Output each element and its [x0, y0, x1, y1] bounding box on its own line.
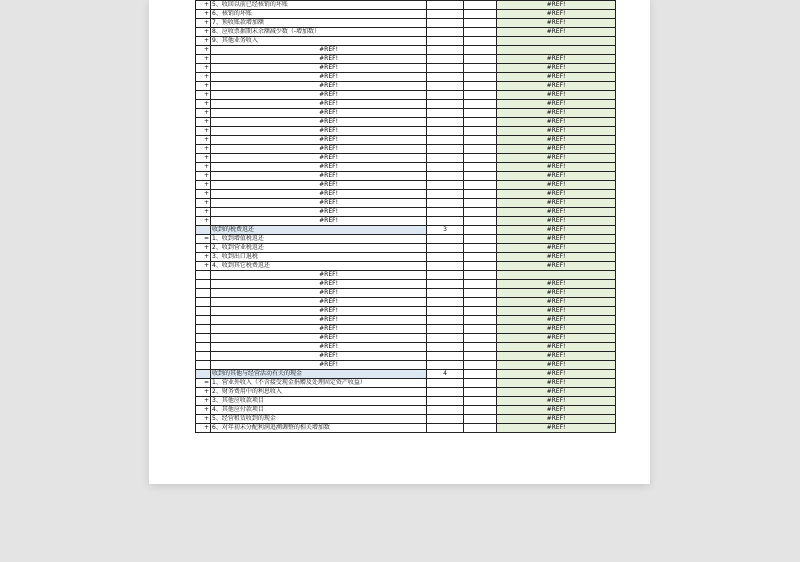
note-number-cell[interactable]	[427, 244, 464, 253]
amount-cell[interactable]: #REF!	[497, 181, 616, 190]
item-label-cell[interactable]: #REF!	[211, 154, 427, 163]
blank-cell[interactable]	[464, 46, 497, 55]
operator-cell[interactable]	[196, 316, 211, 325]
note-number-cell[interactable]	[427, 190, 464, 199]
blank-cell[interactable]	[464, 109, 497, 118]
operator-cell[interactable]: +	[196, 406, 211, 415]
amount-cell[interactable]: #REF!	[497, 73, 616, 82]
operator-cell[interactable]: +	[196, 91, 211, 100]
operator-cell[interactable]: +	[196, 208, 211, 217]
item-label-cell[interactable]: #REF!	[211, 163, 427, 172]
amount-cell[interactable]: #REF!	[497, 406, 616, 415]
amount-cell[interactable]: #REF!	[497, 82, 616, 91]
blank-cell[interactable]	[464, 379, 497, 388]
item-label-cell[interactable]: #REF!	[211, 316, 427, 325]
amount-cell[interactable]	[497, 271, 616, 280]
operator-cell[interactable]: +	[196, 424, 211, 433]
operator-cell[interactable]	[196, 370, 211, 379]
table-row	[196, 136, 616, 145]
table-row	[196, 208, 616, 217]
note-number-cell[interactable]	[427, 199, 464, 208]
operator-cell[interactable]	[196, 343, 211, 352]
item-label-cell[interactable]: #REF!	[211, 82, 427, 91]
blank-cell[interactable]	[464, 82, 497, 91]
spreadsheet-table	[195, 0, 616, 433]
amount-cell[interactable]: #REF!	[497, 55, 616, 64]
note-number-cell[interactable]	[427, 397, 464, 406]
blank-cell[interactable]	[464, 388, 497, 397]
note-number-cell[interactable]	[427, 343, 464, 352]
amount-cell[interactable]: #REF!	[497, 118, 616, 127]
blank-cell[interactable]	[464, 253, 497, 262]
note-number-cell[interactable]: 3	[427, 226, 464, 235]
item-label-cell[interactable]: #REF!	[211, 325, 427, 334]
blank-cell[interactable]	[464, 244, 497, 253]
note-number-cell[interactable]: 4	[427, 370, 464, 379]
table-row	[196, 73, 616, 82]
operator-cell[interactable]: +	[196, 388, 211, 397]
table-row	[196, 289, 616, 298]
table-row	[196, 406, 616, 415]
note-number-cell[interactable]	[427, 136, 464, 145]
blank-cell[interactable]	[464, 316, 497, 325]
note-number-cell[interactable]	[427, 253, 464, 262]
operator-cell[interactable]: +	[196, 262, 211, 271]
amount-cell[interactable]: #REF!	[497, 298, 616, 307]
amount-cell[interactable]: #REF!	[497, 388, 616, 397]
item-label-cell[interactable]: #REF!	[211, 271, 427, 280]
blank-cell[interactable]	[464, 181, 497, 190]
note-number-cell[interactable]	[427, 424, 464, 433]
amount-cell[interactable]: #REF!	[497, 100, 616, 109]
note-number-cell[interactable]	[427, 379, 464, 388]
item-label-cell[interactable]: #REF!	[211, 145, 427, 154]
operator-cell[interactable]: +	[196, 10, 211, 19]
amount-cell[interactable]: #REF!	[497, 325, 616, 334]
item-label-cell[interactable]: #REF!	[211, 307, 427, 316]
blank-cell[interactable]	[464, 172, 497, 181]
item-label-cell[interactable]: 5、经营租赁收到的现金	[211, 415, 427, 424]
item-label-cell[interactable]: #REF!	[211, 64, 427, 73]
amount-cell[interactable]: #REF!	[497, 235, 616, 244]
item-label-cell[interactable]: #REF!	[211, 55, 427, 64]
note-number-cell[interactable]	[427, 235, 464, 244]
amount-cell[interactable]: #REF!	[497, 1, 616, 10]
item-label-cell[interactable]: #REF!	[211, 100, 427, 109]
table-row	[196, 280, 616, 289]
amount-cell[interactable]: #REF!	[497, 280, 616, 289]
operator-cell[interactable]: +	[196, 244, 211, 253]
note-number-cell[interactable]	[427, 19, 464, 28]
table-row	[196, 145, 616, 154]
operator-cell[interactable]: +	[196, 397, 211, 406]
operator-cell[interactable]: +	[196, 118, 211, 127]
blank-cell[interactable]	[464, 100, 497, 109]
note-number-cell[interactable]	[427, 28, 464, 37]
amount-cell[interactable]: #REF!	[497, 91, 616, 100]
amount-cell[interactable]	[497, 46, 616, 55]
operator-cell[interactable]: =	[196, 235, 211, 244]
operator-cell[interactable]: +	[196, 127, 211, 136]
blank-cell[interactable]	[464, 136, 497, 145]
table-row	[196, 334, 616, 343]
table-row	[196, 163, 616, 172]
table-row	[196, 217, 616, 226]
note-number-cell[interactable]	[427, 109, 464, 118]
note-number-cell[interactable]	[427, 118, 464, 127]
amount-cell[interactable]: #REF!	[497, 244, 616, 253]
table-row	[196, 325, 616, 334]
blank-cell[interactable]	[464, 19, 497, 28]
item-label-cell[interactable]: #REF!	[211, 73, 427, 82]
blank-cell[interactable]	[464, 271, 497, 280]
table-row	[196, 190, 616, 199]
blank-cell[interactable]	[464, 217, 497, 226]
section-header-row	[196, 226, 616, 235]
operator-cell[interactable]: +	[196, 172, 211, 181]
note-number-cell[interactable]	[427, 163, 464, 172]
amount-cell[interactable]: #REF!	[497, 370, 616, 379]
table-row	[196, 100, 616, 109]
amount-cell[interactable]: #REF!	[497, 343, 616, 352]
note-number-cell[interactable]	[427, 37, 464, 46]
blank-cell[interactable]	[464, 289, 497, 298]
note-number-cell[interactable]	[427, 334, 464, 343]
operator-cell[interactable]	[196, 271, 211, 280]
amount-cell[interactable]: #REF!	[497, 226, 616, 235]
item-label-cell[interactable]: #REF!	[211, 361, 427, 370]
operator-cell[interactable]: +	[196, 145, 211, 154]
amount-cell[interactable]: #REF!	[497, 28, 616, 37]
amount-cell[interactable]: #REF!	[497, 163, 616, 172]
table-row	[196, 172, 616, 181]
note-number-cell[interactable]	[427, 361, 464, 370]
table-row	[196, 361, 616, 370]
table-row	[196, 235, 616, 244]
blank-cell[interactable]	[464, 424, 497, 433]
item-label-cell[interactable]: #REF!	[211, 172, 427, 181]
item-label-cell[interactable]: #REF!	[211, 352, 427, 361]
amount-cell[interactable]: #REF!	[497, 307, 616, 316]
note-number-cell[interactable]	[427, 352, 464, 361]
item-label-cell[interactable]: #REF!	[211, 109, 427, 118]
note-number-cell[interactable]	[427, 415, 464, 424]
operator-cell[interactable]: +	[196, 199, 211, 208]
amount-cell[interactable]: #REF!	[497, 289, 616, 298]
blank-cell[interactable]	[464, 127, 497, 136]
operator-cell[interactable]: +	[196, 253, 211, 262]
table-row	[196, 82, 616, 91]
blank-cell[interactable]	[464, 406, 497, 415]
item-label-cell[interactable]: 2、收到营业税返还	[211, 244, 427, 253]
amount-cell[interactable]: #REF!	[497, 379, 616, 388]
operator-cell[interactable]: +	[196, 100, 211, 109]
table-row	[196, 343, 616, 352]
operator-cell[interactable]	[196, 226, 211, 235]
amount-cell[interactable]: #REF!	[497, 208, 616, 217]
operator-cell[interactable]: +	[196, 82, 211, 91]
note-number-cell[interactable]	[427, 280, 464, 289]
operator-cell[interactable]: +	[196, 19, 211, 28]
item-label-cell[interactable]: 收到的税费返还	[211, 226, 427, 235]
operator-cell[interactable]: +	[196, 28, 211, 37]
table-row	[196, 28, 616, 37]
item-label-cell[interactable]: #REF!	[211, 181, 427, 190]
amount-cell[interactable]: #REF!	[497, 217, 616, 226]
table-row	[196, 244, 616, 253]
note-number-cell[interactable]	[427, 55, 464, 64]
operator-cell[interactable]	[196, 334, 211, 343]
blank-cell[interactable]	[464, 1, 497, 10]
table-row	[196, 379, 616, 388]
operator-cell[interactable]: +	[196, 136, 211, 145]
operator-cell[interactable]: +	[196, 415, 211, 424]
blank-cell[interactable]	[464, 163, 497, 172]
table-row	[196, 352, 616, 361]
amount-cell[interactable]: #REF!	[497, 415, 616, 424]
note-number-cell[interactable]	[427, 271, 464, 280]
amount-cell[interactable]: #REF!	[497, 136, 616, 145]
item-label-cell[interactable]: #REF!	[211, 289, 427, 298]
operator-cell[interactable]: +	[196, 73, 211, 82]
item-label-cell[interactable]: 8、应收票据期末余额减少数（-增加数）	[211, 28, 427, 37]
table-row	[196, 19, 616, 28]
item-label-cell[interactable]: #REF!	[211, 280, 427, 289]
item-label-cell[interactable]: #REF!	[211, 91, 427, 100]
note-number-cell[interactable]	[427, 64, 464, 73]
table-row	[196, 37, 616, 46]
amount-cell[interactable]: #REF!	[497, 397, 616, 406]
blank-cell[interactable]	[464, 208, 497, 217]
item-label-cell[interactable]: 4、其他应付款项目	[211, 406, 427, 415]
item-label-cell[interactable]: #REF!	[211, 46, 427, 55]
table-row	[196, 10, 616, 19]
blank-cell[interactable]	[464, 118, 497, 127]
table-row	[196, 55, 616, 64]
table-row	[196, 253, 616, 262]
amount-cell[interactable]: #REF!	[497, 253, 616, 262]
blank-cell[interactable]	[464, 370, 497, 379]
table-row	[196, 388, 616, 397]
blank-cell[interactable]	[464, 352, 497, 361]
note-number-cell[interactable]	[427, 154, 464, 163]
item-label-cell[interactable]: 9、其他业务收入	[211, 37, 427, 46]
table-row	[196, 307, 616, 316]
blank-cell[interactable]	[464, 262, 497, 271]
amount-cell[interactable]: #REF!	[497, 190, 616, 199]
note-number-cell[interactable]	[427, 73, 464, 82]
table-row	[196, 415, 616, 424]
operator-cell[interactable]: +	[196, 190, 211, 199]
blank-cell[interactable]	[464, 145, 497, 154]
item-label-cell[interactable]: 6、对年初未分配利润追溯调整的相关增加数	[211, 424, 427, 433]
operator-cell[interactable]: +	[196, 46, 211, 55]
item-label-cell[interactable]: #REF!	[211, 199, 427, 208]
blank-cell[interactable]	[464, 199, 497, 208]
amount-cell[interactable]: #REF!	[497, 334, 616, 343]
note-number-cell[interactable]	[427, 172, 464, 181]
note-number-cell[interactable]	[427, 91, 464, 100]
note-number-cell[interactable]	[427, 217, 464, 226]
blank-cell[interactable]	[464, 64, 497, 73]
note-number-cell[interactable]	[427, 46, 464, 55]
operator-cell[interactable]: +	[196, 217, 211, 226]
table-row	[196, 316, 616, 325]
blank-cell[interactable]	[464, 415, 497, 424]
operator-cell[interactable]: +	[196, 1, 211, 10]
operator-cell[interactable]: +	[196, 181, 211, 190]
item-label-cell[interactable]: 5、收回以前已经核销的坏账	[211, 1, 427, 10]
note-number-cell[interactable]	[427, 10, 464, 19]
amount-cell[interactable]: #REF!	[497, 199, 616, 208]
table-row	[196, 46, 616, 55]
item-label-cell[interactable]: #REF!	[211, 334, 427, 343]
blank-cell[interactable]	[464, 361, 497, 370]
amount-cell[interactable]: #REF!	[497, 127, 616, 136]
blank-cell[interactable]	[464, 280, 497, 289]
table-row	[196, 154, 616, 163]
note-number-cell[interactable]	[427, 1, 464, 10]
note-number-cell[interactable]	[427, 82, 464, 91]
item-label-cell[interactable]: 2、财务费用中的利息收入	[211, 388, 427, 397]
amount-cell[interactable]: #REF!	[497, 19, 616, 28]
item-label-cell[interactable]: 1、收到增值税返还	[211, 235, 427, 244]
amount-cell[interactable]: #REF!	[497, 361, 616, 370]
note-number-cell[interactable]	[427, 325, 464, 334]
item-label-cell[interactable]: 1、营业外收入（不含接受现金捐赠及处理固定资产收益）	[211, 379, 427, 388]
blank-cell[interactable]	[464, 334, 497, 343]
operator-cell[interactable]	[196, 307, 211, 316]
note-number-cell[interactable]	[427, 127, 464, 136]
blank-cell[interactable]	[464, 307, 497, 316]
item-label-cell[interactable]: #REF!	[211, 217, 427, 226]
blank-cell[interactable]	[464, 37, 497, 46]
amount-cell[interactable]: #REF!	[497, 154, 616, 163]
operator-cell[interactable]	[196, 325, 211, 334]
blank-cell[interactable]	[464, 28, 497, 37]
table-row	[196, 262, 616, 271]
note-number-cell[interactable]	[427, 145, 464, 154]
item-label-cell[interactable]: #REF!	[211, 343, 427, 352]
operator-cell[interactable]: =	[196, 379, 211, 388]
table-row	[196, 397, 616, 406]
operator-cell[interactable]: +	[196, 55, 211, 64]
blank-cell[interactable]	[464, 397, 497, 406]
item-label-cell[interactable]: 7、预收账款增加额	[211, 19, 427, 28]
note-number-cell[interactable]	[427, 262, 464, 271]
item-label-cell[interactable]: #REF!	[211, 190, 427, 199]
blank-cell[interactable]	[464, 235, 497, 244]
blank-cell[interactable]	[464, 73, 497, 82]
note-number-cell[interactable]	[427, 388, 464, 397]
item-label-cell[interactable]: 收到的其他与经营活动有关的现金	[211, 370, 427, 379]
section-header-row	[196, 370, 616, 379]
operator-cell[interactable]: +	[196, 37, 211, 46]
item-label-cell[interactable]: 3、收到出口退税	[211, 253, 427, 262]
amount-cell[interactable]	[497, 37, 616, 46]
item-label-cell[interactable]: #REF!	[211, 208, 427, 217]
blank-cell[interactable]	[464, 226, 497, 235]
table-row	[196, 109, 616, 118]
blank-cell[interactable]	[464, 55, 497, 64]
item-label-cell[interactable]: 3、其他应收款项目	[211, 397, 427, 406]
operator-cell[interactable]	[196, 280, 211, 289]
table-row	[196, 64, 616, 73]
note-number-cell[interactable]	[427, 289, 464, 298]
item-label-cell[interactable]: 6、核销的坏账	[211, 10, 427, 19]
note-number-cell[interactable]	[427, 181, 464, 190]
amount-cell[interactable]: #REF!	[497, 145, 616, 154]
blank-cell[interactable]	[464, 10, 497, 19]
blank-cell[interactable]	[464, 154, 497, 163]
spreadsheet-body	[196, 1, 616, 433]
operator-cell[interactable]: +	[196, 163, 211, 172]
operator-cell[interactable]: +	[196, 109, 211, 118]
amount-cell[interactable]: #REF!	[497, 64, 616, 73]
table-row	[196, 271, 616, 280]
operator-cell[interactable]	[196, 289, 211, 298]
table-row	[196, 127, 616, 136]
operator-cell[interactable]	[196, 352, 211, 361]
blank-cell[interactable]	[464, 190, 497, 199]
table-row	[196, 91, 616, 100]
blank-cell[interactable]	[464, 325, 497, 334]
table-row	[196, 424, 616, 433]
amount-cell[interactable]: #REF!	[497, 172, 616, 181]
amount-cell[interactable]: #REF!	[497, 262, 616, 271]
note-number-cell[interactable]	[427, 298, 464, 307]
item-label-cell[interactable]: #REF!	[211, 127, 427, 136]
amount-cell[interactable]: #REF!	[497, 352, 616, 361]
operator-cell[interactable]	[196, 361, 211, 370]
item-label-cell[interactable]: 4、收到其它税费返还	[211, 262, 427, 271]
blank-cell[interactable]	[464, 343, 497, 352]
table-row	[196, 298, 616, 307]
item-label-cell[interactable]: #REF!	[211, 118, 427, 127]
table-row	[196, 1, 616, 10]
table-row	[196, 181, 616, 190]
item-label-cell[interactable]: #REF!	[211, 136, 427, 145]
note-number-cell[interactable]	[427, 208, 464, 217]
blank-cell[interactable]	[464, 91, 497, 100]
note-number-cell[interactable]	[427, 307, 464, 316]
amount-cell[interactable]: #REF!	[497, 424, 616, 433]
amount-cell[interactable]: #REF!	[497, 316, 616, 325]
operator-cell[interactable]: +	[196, 64, 211, 73]
note-number-cell[interactable]	[427, 316, 464, 325]
amount-cell[interactable]: #REF!	[497, 10, 616, 19]
note-number-cell[interactable]	[427, 100, 464, 109]
operator-cell[interactable]: +	[196, 154, 211, 163]
blank-cell[interactable]	[464, 298, 497, 307]
table-row	[196, 118, 616, 127]
amount-cell[interactable]: #REF!	[497, 109, 616, 118]
operator-cell[interactable]	[196, 298, 211, 307]
item-label-cell[interactable]: #REF!	[211, 298, 427, 307]
table-row	[196, 199, 616, 208]
note-number-cell[interactable]	[427, 406, 464, 415]
